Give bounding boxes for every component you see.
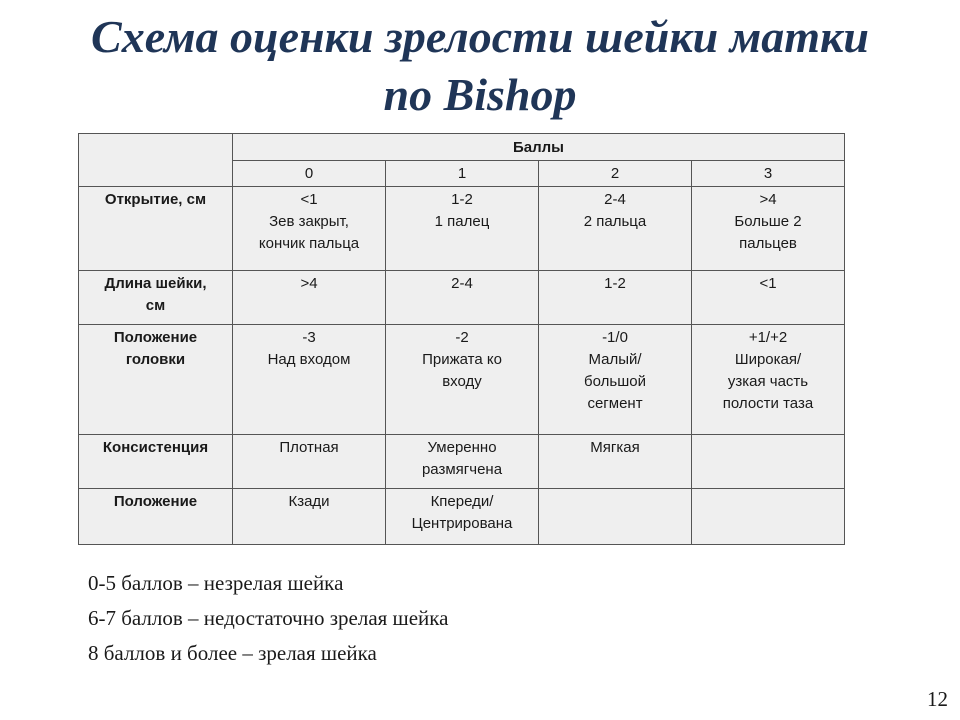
score-cell-line: 2-4 xyxy=(451,275,473,292)
score-cell xyxy=(539,271,692,325)
header-row-main xyxy=(79,134,845,161)
score-cell-line: 1 палец xyxy=(434,213,490,230)
score-cell-line: 1-2 xyxy=(604,275,626,292)
slide-title xyxy=(0,8,960,124)
score-cell-line: Больше 2 xyxy=(734,213,802,230)
row-label-line: Длина шейки, xyxy=(104,275,207,292)
score-cell-line: сегмент xyxy=(587,395,643,412)
score-cell-line: размягчена xyxy=(421,461,503,478)
bishop-score-table xyxy=(78,133,845,545)
score-cell-line: Зев закрыт, xyxy=(269,213,349,230)
score-cell xyxy=(692,489,845,545)
score-cell xyxy=(386,271,539,325)
row-label xyxy=(79,271,233,325)
table-row xyxy=(79,489,845,545)
score-cell xyxy=(539,435,692,489)
score-cell xyxy=(233,489,386,545)
score-cell xyxy=(233,435,386,489)
score-cell xyxy=(692,271,845,325)
note-insufficiently-mature: 6-7 баллов – недостаточно зрелая шейка xyxy=(88,606,449,630)
row-label xyxy=(79,489,233,545)
score-header-0: 0 xyxy=(233,161,386,187)
score-cell xyxy=(692,325,845,435)
score-cell xyxy=(539,325,692,435)
score-cell-line: >4 xyxy=(759,191,777,208)
score-cell-line: Центрирована xyxy=(411,515,513,532)
score-header-2: 2 xyxy=(539,161,692,187)
page-number: 12 xyxy=(927,687,948,711)
corner-cell xyxy=(79,134,233,187)
title-line-2: по Bishop xyxy=(383,69,577,120)
score-cell-line: входу xyxy=(442,373,482,390)
score-cell-line: Малый/ xyxy=(588,351,642,368)
title-line-1: Схема оценки зрелости шейки матки xyxy=(91,11,869,62)
score-cell-line: Над входом xyxy=(267,351,351,368)
score-cell xyxy=(233,325,386,435)
table-row xyxy=(79,271,845,325)
score-cell-line: Кзади xyxy=(288,493,330,510)
scores-header: Баллы xyxy=(233,134,845,161)
score-cell-line: Умеренно xyxy=(427,439,497,456)
score-cell xyxy=(692,435,845,489)
table-row xyxy=(79,435,845,489)
row-label-line: Положение xyxy=(113,493,198,510)
score-cell-line: пальцев xyxy=(739,235,797,252)
score-cell-line: 1-2 xyxy=(451,191,473,208)
score-cell xyxy=(539,489,692,545)
score-cell-line: <1 xyxy=(300,191,318,208)
score-cell-line: >4 xyxy=(300,275,318,292)
score-cell-line: Широкая/ xyxy=(734,351,802,368)
row-label-line: Консистенция xyxy=(102,439,209,456)
score-cell-line: Мягкая xyxy=(590,439,640,456)
score-cell xyxy=(386,187,539,271)
score-cell-line: 2-4 xyxy=(604,191,626,208)
score-cell-line: -1/0 xyxy=(602,329,628,346)
table-row xyxy=(79,187,845,271)
score-cell-line: Кпереди/ xyxy=(430,493,494,510)
row-label-line: головки xyxy=(125,351,186,368)
table-row xyxy=(79,325,845,435)
score-cell xyxy=(386,325,539,435)
score-cell-line: Плотная xyxy=(279,439,339,456)
score-header-1: 1 xyxy=(386,161,539,187)
score-cell-line: -3 xyxy=(302,329,316,346)
score-cell-line: 2 пальца xyxy=(583,213,647,230)
score-cell-line: -2 xyxy=(455,329,469,346)
score-header-3: 3 xyxy=(692,161,845,187)
score-cell-line: полости таза xyxy=(722,395,814,412)
note-mature: 8 баллов и более – зрелая шейка xyxy=(88,641,377,665)
score-cell-line: кончик пальца xyxy=(258,235,360,252)
score-cell-line: большой xyxy=(584,373,646,390)
row-label-line: Открытие, см xyxy=(104,191,207,208)
score-cell xyxy=(233,271,386,325)
row-label-line: см xyxy=(145,297,166,314)
score-cell xyxy=(233,187,386,271)
score-cell xyxy=(539,187,692,271)
note-immature: 0-5 баллов – незрелая шейка xyxy=(88,571,344,595)
score-cell-line: <1 xyxy=(759,275,777,292)
row-label xyxy=(79,435,233,489)
score-cell xyxy=(386,435,539,489)
row-label xyxy=(79,325,233,435)
score-cell xyxy=(692,187,845,271)
score-cell-line: узкая часть xyxy=(727,373,809,390)
score-cell-line: Прижата ко xyxy=(422,351,502,368)
score-cell-line: +1/+2 xyxy=(748,329,788,346)
score-interpretation xyxy=(88,566,449,671)
row-label xyxy=(79,187,233,271)
row-label-line: Положение xyxy=(113,329,198,346)
score-cell xyxy=(386,489,539,545)
